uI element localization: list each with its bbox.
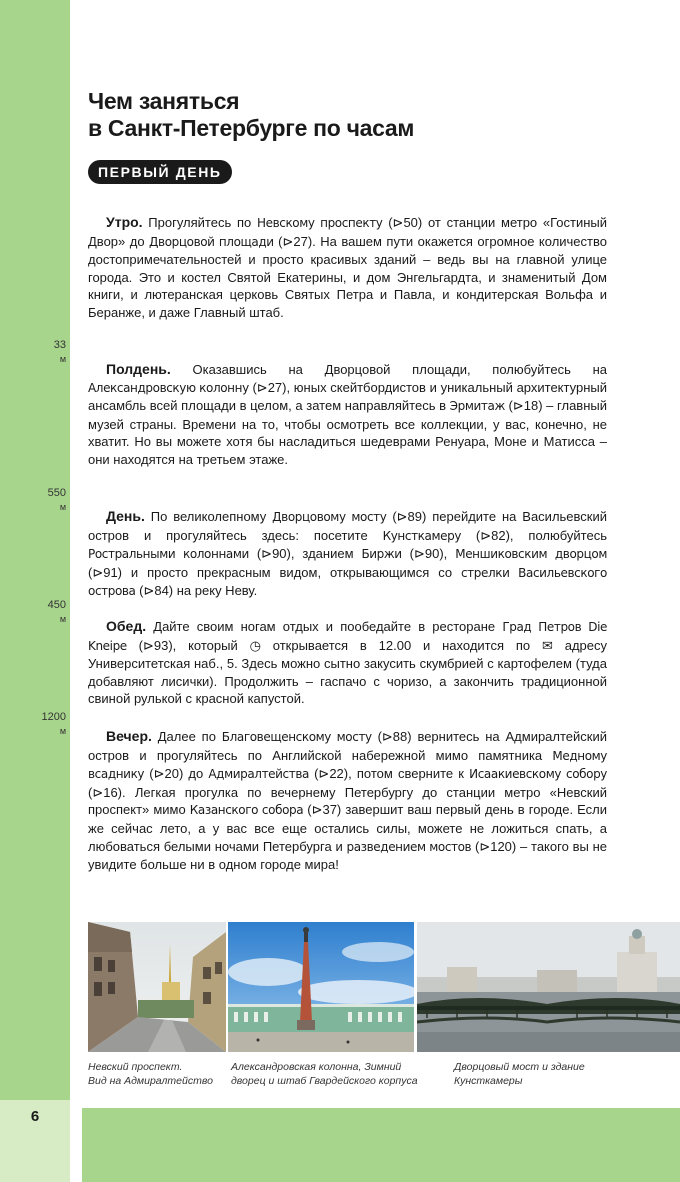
text: (⊳82), полюбуйтесь (461, 527, 607, 543)
text: (⊳84) на реку Неву. (135, 583, 258, 599)
place-link: Невскому проспекту (256, 216, 383, 230)
text: (⊳20) до (144, 766, 209, 782)
text: (⊳37) завершит ваш первый день в городе. Если же сейчас лето, а у вас все еще остались силы, можете не ложиться спать, а любоваться белыми ночами Петербурга и (88, 802, 607, 854)
text: Далее по (151, 729, 222, 744)
text: (⊳18) – главный музей страны. Времени на то, чтобы осмотреть все коллекции, у вас, конечно, не хватит. Но вы можете хотя бы насладиться шедеврами Ренуара, Моне и Матисса – они находятся на третьем этаже. (88, 398, 607, 467)
text: (⊳91) и просто прекрасным видом, открывающимся со (88, 564, 461, 580)
photo-palace-bridge (417, 922, 680, 1052)
distance-value: 1200 (41, 711, 66, 723)
distance-value: 450 (47, 599, 66, 611)
place-link: Град Петров Die Kneipe (88, 620, 607, 653)
place-link: стрелки Васильевского острова (88, 565, 607, 599)
place-link: Эрмитаж (449, 399, 505, 414)
caption-line: дворец и штаб Гвардейского корпуса (231, 1075, 418, 1087)
paragraph-lead: Обед. (106, 618, 147, 634)
envelope-icon: ✉ (541, 637, 553, 653)
place-link: Медному всаднику (88, 748, 607, 782)
text: По великолепному (144, 509, 273, 524)
place-link: Адмиралтейства (208, 767, 309, 782)
paragraph-lead: День. (106, 508, 145, 524)
text: Оказавшись на Дворцовой площади, полюбуйтесь на (170, 362, 607, 377)
text: (⊳27), юных скейтбордистов и уникальный архитектурный ансамбль всей площади в целом, а затем направляйтесь в (88, 379, 607, 414)
side-distance-label (38, 486, 66, 514)
title-line-2: в Санкт-Петербурге по часам (88, 115, 415, 141)
paragraph-evening (88, 728, 607, 874)
page-title (88, 88, 628, 142)
place-link: Ростральными колоннами (88, 547, 249, 562)
place-link: Кунсткамеру (382, 528, 462, 543)
paragraph-noon (88, 361, 607, 469)
distance-unit: м (59, 502, 66, 512)
place-link: Меншиковским дворцом (455, 547, 607, 562)
paragraph-lead: Утро. (106, 214, 143, 230)
paragraph-lead: Полдень. (106, 361, 171, 377)
distance-unit: м (59, 726, 66, 736)
text: (⊳27). На вашем пути окажется огромное количество достопримечательностей и просто красивых зданий – ведь вы на главной улице города. Это и костел Святой Екатерины, и дом Энгельгардта, и знаменитый Дом книги, и лютеранская церковь Святых Петра и Павла, и кондитерская Вольфа и Беранже, и даже Главный штаб. (88, 233, 607, 320)
place-link: Дворцовой площади (149, 234, 274, 249)
text: адресу Университетская наб., 5. Здесь можно сытно закусить скумбрией с картофелем (туда добавляют лисички). Продолжить – гаспачо с чоризо, а закончить традиционной свиной рулькой с красной капустой. (88, 637, 608, 707)
text: (⊳120) – такого вы не увидите больше ни в одном городе мира! (88, 838, 607, 873)
caption-nevsky (88, 1060, 228, 1088)
photo-nevsky-prospect (88, 922, 226, 1052)
bottom-color-band (82, 1108, 680, 1182)
caption-line: Александровская колонна, Зимний (231, 1061, 402, 1073)
left-color-strip (0, 0, 70, 1100)
text: (⊳88) вернитесь на Адмиралтейский остров и прогуляйтесь по Английской набережной мимо памятника (88, 729, 608, 763)
paragraph-lead: Вечер. (106, 728, 152, 744)
text: (⊳16). Легкая прогулка по вечернему Петербургу до станции метро «Невский проспект» мимо (88, 784, 607, 818)
text: (⊳90), зданием (248, 546, 362, 562)
distance-unit: м (59, 354, 66, 364)
caption-line: Вид на Адмиралтейство (88, 1075, 213, 1087)
place-link: Благовещенскому мосту (221, 730, 372, 744)
side-distance-label (38, 710, 66, 738)
place-link: Казанского собора (189, 803, 304, 818)
text: (⊳89) перейдите на Васильевский остров и прогуляйтесь здесь: посетите (88, 509, 608, 543)
paragraph-morning (88, 214, 607, 322)
place-link: разведением мостов (346, 839, 472, 854)
clock-icon: ◷ (249, 637, 261, 653)
side-distance-label (38, 598, 66, 626)
text: (⊳90), (401, 546, 456, 562)
text: Дайте своим ногам отдых и пообедайте в ресторане (146, 619, 503, 634)
caption-line: Кунсткамеры (454, 1075, 523, 1087)
distance-value: 550 (47, 487, 66, 499)
place-link: Биржи (361, 547, 402, 562)
paragraph-day (88, 508, 607, 601)
caption-palace-bridge (454, 1060, 654, 1088)
place-link: Александровскую колонну (88, 380, 249, 395)
text: открывается в 12.00 и находится по (260, 637, 542, 653)
distance-value: 33 (53, 339, 66, 351)
text: (⊳22), потом сверните к (308, 766, 470, 782)
place-link: Исаакиевскому собору (469, 767, 608, 782)
day-badge: ПЕРВЫЙ ДЕНЬ (88, 160, 232, 184)
paragraph-lunch (88, 618, 607, 708)
caption-alexander-column (231, 1060, 449, 1088)
text: (⊳93), который (126, 637, 250, 653)
caption-line: Дворцовый мост и здание (454, 1061, 585, 1073)
side-distance-label (38, 338, 66, 366)
text: (⊳50) от станции метро «Гостиный Двор» до (88, 215, 608, 249)
photo-alexander-column (228, 922, 414, 1052)
distance-unit: м (59, 614, 66, 624)
caption-line: Невский проспект. (88, 1061, 183, 1073)
place-link: Дворцовому мосту (272, 510, 387, 524)
title-line-1: Чем заняться (88, 88, 240, 114)
page-number: 6 (30, 1108, 40, 1125)
text: Прогуляйтесь по (142, 215, 257, 230)
